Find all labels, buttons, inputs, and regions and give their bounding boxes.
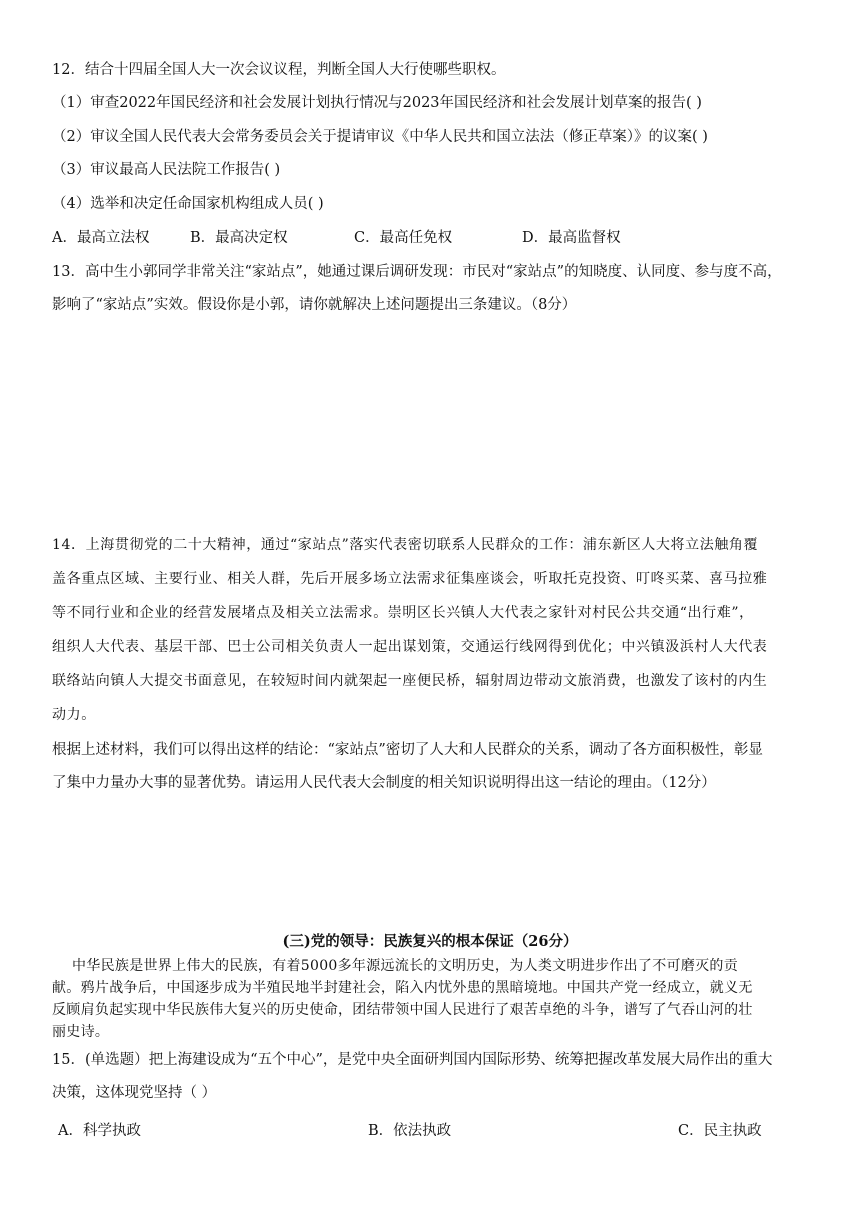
section-intro [52,955,812,1043]
q15-option-c[interactable]: C．民主执政 [678,1123,762,1139]
q12-item-2: （2）审议全国人民代表大会常务委员会关于提请审议《中华人民共和国立法法（修正草案）》的议案( ) [52,129,708,145]
section-intro-line: 献。鸦片战争后，中国逐步成为半殖民地半封建社会，陷入内忧外患的黑暗境地。中国共产党一经成立，就义无 [52,980,753,996]
q14-material [52,535,812,739]
q12-item-3: （3）审议最高人民法院工作报告( ) [52,162,281,178]
q14-material-line: 14．上海贯彻党的二十大精神，通过“家站点”落实代表密切联系人民群众的工作：浦东新区人大将立法触角覆 [52,537,759,553]
q15-line-2: 决策，这体现党坚持（ ） [52,1085,217,1101]
q14-material-line: 动力。 [52,707,96,723]
q12-option-a[interactable]: A．最高立法权 [52,230,150,246]
section-intro-line: 反顾肩负起实现中华民族伟大复兴的历史使命，团结带领中国人民进行了艰苦卓绝的斗争，谱写了气吞山河的壮 [52,1002,753,1018]
q12-stem: 12．结合十四届全国人大一次会议议程，判断全国人大行使哪些职权。 [52,62,506,78]
q12-item-1: （1）审查2022年国民经济和社会发展计划执行情况与2023年国民经济和社会发展计划草案的报告( ) [52,95,702,111]
q12-option-c[interactable]: C．最高任免权 [354,230,453,246]
q14-material-line: 组织人大代表、基层干部、巴士公司相关负责人一起出谋划策，交通运行线网得到优化；中兴镇汲浜村人大代表 [52,639,768,655]
q13-line-1: 13．高中生小郭同学非常关注“家站点”，她通过课后调研发现：市民对“家站点”的知晓度、认同度、参与度不高， [52,264,782,280]
q15-option-b[interactable]: B．依法执政 [368,1123,452,1139]
q15-line-1: 15．(单选题）把上海建设成为“五个中心”，是党中央全面研判国内国际形势、统筹把握改革发展大局作出的重大 [52,1052,773,1068]
q14-question-line-2: 了集中力量办大事的显著优势。请运用人民代表大会制度的相关知识说明得出这一结论的理由。（12分） [52,775,716,791]
section-title: (三)党的领导：民族复兴的根本保证（26分） [282,933,578,950]
q12-option-d[interactable]: D．最高监督权 [522,230,621,246]
q15-option-a[interactable]: A．科学执政 [58,1123,141,1139]
q12-option-b[interactable]: B．最高决定权 [190,230,288,246]
section-intro-line: 丽史诗。 [52,1024,110,1040]
q14-material-line: 联络站向镇人大提交书面意见，在较短时间内就架起一座便民桥，辐射周边带动文旅消费，也激发了该村的内生 [52,673,768,689]
section-intro-line: 中华民族是世界上伟大的民族，有着5000多年源远流长的文明历史，为人类文明进步作出了不可磨灭的贡 [72,958,739,974]
q14-material-line: 等不同行业和企业的经营发展堵点及相关立法需求。崇明区长兴镇人大代表之家针对村民公共交通“出行难”， [52,605,754,621]
q12-item-4: （4）选举和决定任命国家机构组成人员( ) [52,196,324,212]
q13-line-2: 影响了“家站点”实效。假设你是小郭，请你就解决上述问题提出三条建议。（8分） [52,297,577,313]
q14-question-line-1: 根据上述材料，我们可以得出这样的结论：“家站点”密切了人大和人民群众的关系，调动了各方面积极性，彰显 [52,742,763,758]
q14-material-line: 盖各重点区域、主要行业、相关人群，先后开展多场立法需求征集座谈会，听取托克投资、叮咚买菜、喜马拉雅 [52,571,768,587]
